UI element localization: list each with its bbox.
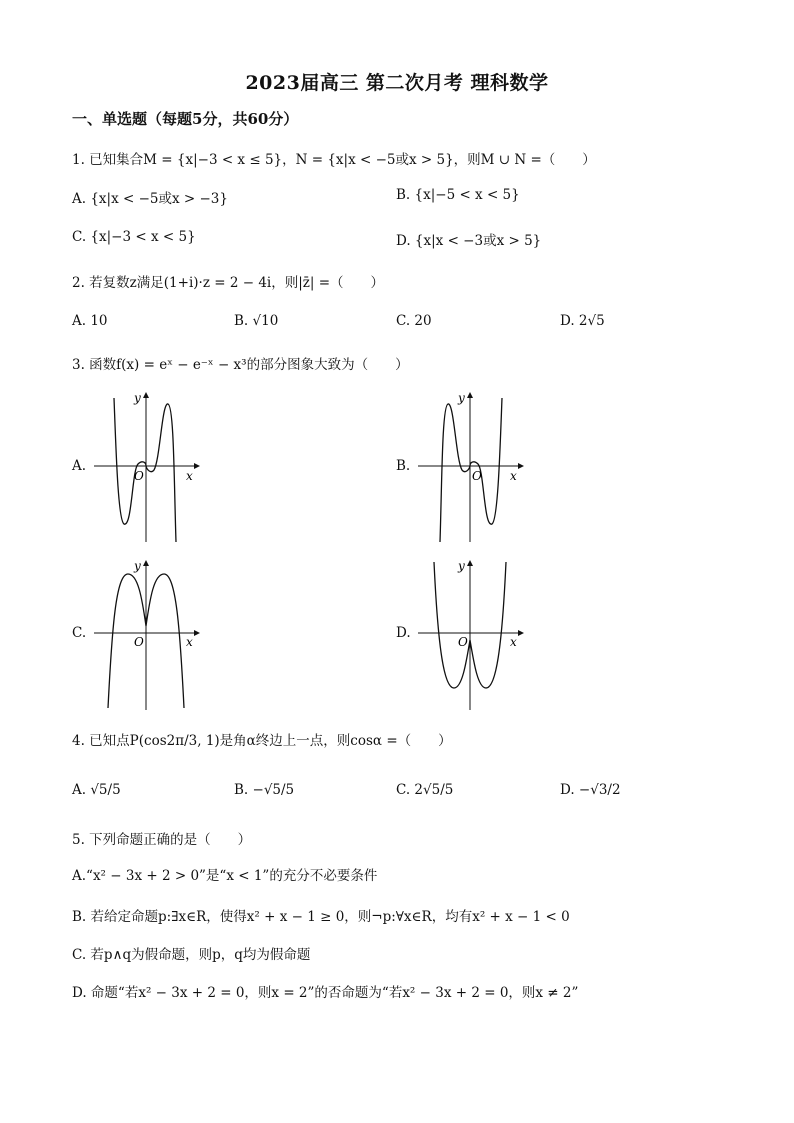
question-1-option-b: B. {x|−5 < x < 5} (396, 187, 520, 203)
question-1-option-c: C. {x|−3 < x < 5} (72, 229, 196, 245)
question-3-option-a: A. (72, 458, 87, 474)
question-3-option-b: B. (396, 458, 411, 474)
question-3-option-c: C. (72, 625, 87, 641)
question-2-option-c: C. 20 (396, 313, 432, 329)
question-1-option-a: A. {x|x < −5或x > −3} (72, 191, 228, 207)
question-5-option-a: A.“x² − 3x + 2 > 0”是“x < 1”的充分不必要条件 (72, 868, 378, 884)
graph-d (418, 558, 528, 710)
question-2-stem: 2. 若复数z满足(1+i)·z = 2 − 4i，则|z̄| =（ ） (72, 275, 385, 291)
question-4-option-c: C. 2√5/5 (396, 782, 454, 798)
graph-a (94, 390, 204, 542)
graph-b-origin-label: O (472, 469, 482, 483)
graph-d-x-label: x (510, 635, 517, 649)
section-heading: 一、单选题（每题5分，共60分） (72, 110, 299, 128)
question-4-stem: 4. 已知点P(cos2π/3, 1)是角α终边上一点，则cosα =（ ） (72, 733, 452, 749)
question-5-option-b: B. 若给定命题p:∃x∈R，使得x² + x − 1 ≥ 0，则¬p:∀x∈R，均有x² + x − 1 < 0 (72, 909, 570, 925)
graph-a-origin-label: O (134, 469, 144, 483)
graph-b-y-label: y (458, 391, 465, 405)
question-5-option-d: D. 命题“若x² − 3x + 2 = 0，则x = 2”的否命题为“若x² − 3x + 2 = 0，则x ≠ 2” (72, 985, 579, 1001)
question-2-option-a: A. 10 (72, 313, 108, 329)
page-title: 2023届高三 第二次月考 理科数学 (245, 72, 549, 94)
question-4-option-b: B. −√5/5 (234, 782, 295, 798)
graph-c-x-label: x (186, 635, 193, 649)
graph-b-x-label: x (510, 469, 517, 483)
question-2-option-b: B. √10 (234, 313, 279, 329)
question-5-option-c: C. 若p∧q为假命题，则p，q均为假命题 (72, 947, 311, 963)
graph-c (94, 558, 204, 710)
graph-b (418, 390, 528, 542)
graph-d-origin-label: O (458, 635, 468, 649)
graph-d-y-label: y (458, 559, 465, 573)
graph-a-x-label: x (186, 469, 193, 483)
question-4-option-a: A. √5/5 (72, 782, 121, 798)
question-3-stem: 3. 函数f(x) = eˣ − e⁻ˣ − x³的部分图象大致为（ ） (72, 357, 409, 373)
question-2-option-d: D. 2√5 (560, 313, 605, 329)
graph-a-y-label: y (134, 391, 141, 405)
graph-c-origin-label: O (134, 635, 144, 649)
question-1-option-d: D. {x|x < −3或x > 5} (396, 233, 542, 249)
question-5-stem: 5. 下列命题正确的是（ ） (72, 832, 252, 848)
graph-c-y-label: y (134, 559, 141, 573)
question-4-option-d: D. −√3/2 (560, 782, 621, 798)
question-1-stem: 1. 已知集合M = {x|−3 < x ≤ 5}，N = {x|x < −5或x > 5}，则M ∪ N =（ ） (72, 152, 596, 168)
question-3-option-d: D. (396, 625, 411, 641)
